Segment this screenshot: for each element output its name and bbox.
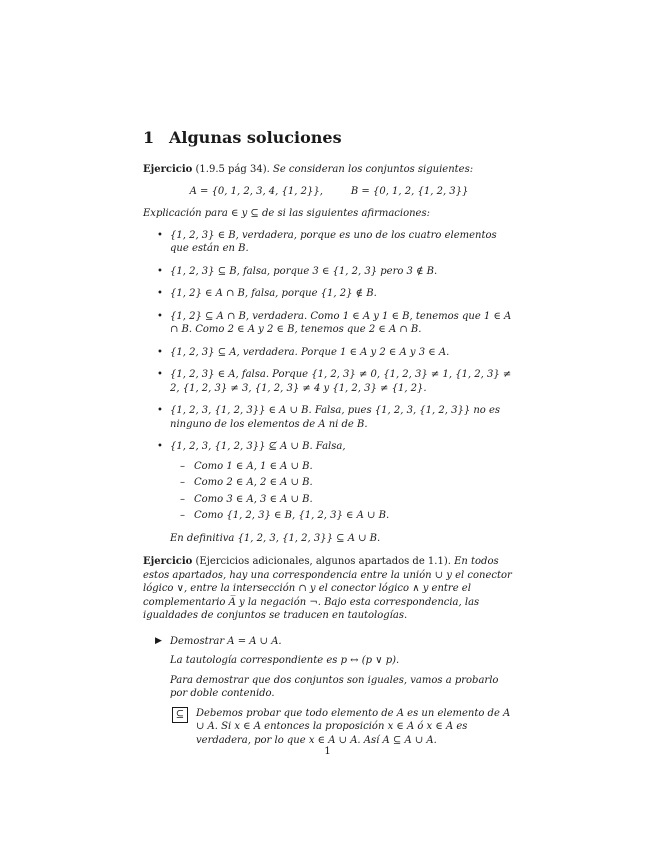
exercise-ref: (Ejercicios adicionales, algunos apartados de 1.1). [195,556,451,567]
proof-item [143,635,515,701]
dash-icon: – [180,460,185,472]
bullet-icon: • [157,441,163,452]
list-item: • {1, 2} ⊆ A ∩ B, verdadera. Como 1 ∈ A y 1 ∈ B, tenemos que 1 ∈ A ∩ B. Como 2 ∈ A y 2 ∈ B, tenemos que 2 ∈ A ∩ B. [157,310,512,335]
bullet-icon: • [157,369,163,380]
exercise-text: Se consideran los conjuntos siguientes: [272,164,474,175]
exercise-ref: (1.9.5 pág 34). [195,164,270,175]
formula-b: B = {0, 1, 2, {1, 2, 3}} [350,185,469,197]
proof-text: Debemos probar que todo elemento de A es un elemento de A ∪ A. Si x ∈ A entonces la proposición x ∈ A ó x ∈ A es verdadera, por lo que x ∈ A ∪ A. Así A ⊆ A ∪ A. [196,707,511,746]
exercise-text: En todos estos apartados, hay una correspondencia entre la unión ∪ y el conector lógico ∨, entre la intersección ∩ y el conector lógico ∧ y entre el complementario A̅ y la negación ¬. Bajo esta correspondencia, las igualdades de conjuntos se traducen en tautologías. [143,556,512,621]
explanation-intro: Explicación para ∈ y ⊆ de si las siguientes afirmaciones: [143,208,430,219]
bullet-icon: • [157,346,163,358]
triangle-bullet-icon: ▶ [155,635,162,646]
list-item: • {1, 2, 3} ⊆ A, verdadera. Porque 1 ∈ A y 2 ∈ A y 3 ∈ A. [157,346,450,358]
section-number: 1 [143,128,155,147]
list-item: • {1, 2, 3, {1, 2, 3}} ⊈ A ∪ B. Falsa, – Como 1 ∈ A, 1 ∈ A ∪ B. – Como 2 ∈ A, 2 ∈ A ∪ B. – Como 3 ∈ A, 3 ∈ A ∪ B. – Como {1, 2, 3} ∈ B, {1, 2, 3} ∈ A ∪ B. [143,440,515,523]
bullet-icon: • [157,229,163,241]
dash-icon: – [180,477,185,488]
bullet-icon: • [157,288,163,299]
list-item: • {1, 2, 3, {1, 2, 3}} ∈ A ∪ B. Falsa, pues {1, 2, 3, {1, 2, 3}} no es ninguno de los elementos de A ni de B. [157,405,501,430]
sub-list-item: – Como 3 ∈ A, 3 ∈ A ∪ B. [180,493,313,505]
statement-list [143,229,515,523]
proof-block [143,707,515,748]
conclusion: En definitiva {1, 2, 3, {1, 2, 3}} ⊆ A ∪ B. [170,532,381,544]
exercise-label: Ejercicio [143,556,193,567]
exercise-2-statement [143,555,515,623]
item-method: Para demostrar que dos conjuntos son iguales, vamos a probarlo por doble contenido. [170,674,499,699]
dash-icon: – [180,493,185,505]
page-number: 1 [324,746,331,757]
dash-icon: – [180,510,185,521]
item-title: Demostrar A = A ∪ A. [170,635,282,647]
bullet-icon: • [157,265,163,277]
list-item: • {1, 2, 3} ⊆ B, falsa, porque 3 ∈ {1, 2, 3} pero 3 ∉ B. [157,265,438,277]
bullet-icon: • [157,310,163,322]
sub-list [170,460,515,523]
exercise-label: Ejercicio [143,164,193,175]
subset-box-icon: ⊆ [172,707,188,723]
document-page [143,128,515,747]
formula-a: A = {0, 1, 2, 3, 4, {1, 2}}, [189,185,323,197]
exercise-1-statement [143,163,515,177]
sub-list-item: – Como 1 ∈ A, 1 ∈ A ∪ B. [180,460,313,472]
item-tautology: La tautología correspondiente es p ↔ (p ∨ p). [170,655,400,666]
list-item: • {1, 2, 3} ∈ A, falsa. Porque {1, 2, 3} ≠ 0, {1, 2, 3} ≠ 1, {1, 2, 3} ≠ 2, {1, 2, 3} ≠ 3, {1, 2, 3} ≠ 4 y {1, 2, 3} ≠ {1, 2}. [157,369,512,394]
section-heading [143,128,515,148]
display-formula [143,185,515,199]
section-title: Algunas soluciones [169,128,342,147]
list-item: • {1, 2} ∈ A ∩ B, falsa, porque {1, 2} ∉ B. [157,288,377,299]
sub-list-item: – Como 2 ∈ A, 2 ∈ A ∪ B. [180,477,313,488]
sub-list-item: – Como {1, 2, 3} ∈ B, {1, 2, 3} ∈ A ∪ B. [180,510,390,521]
bullet-icon: • [157,405,163,416]
list-item: • {1, 2, 3} ∈ B, verdadera, porque es uno de los cuatro elementos que están en B. [157,229,497,254]
